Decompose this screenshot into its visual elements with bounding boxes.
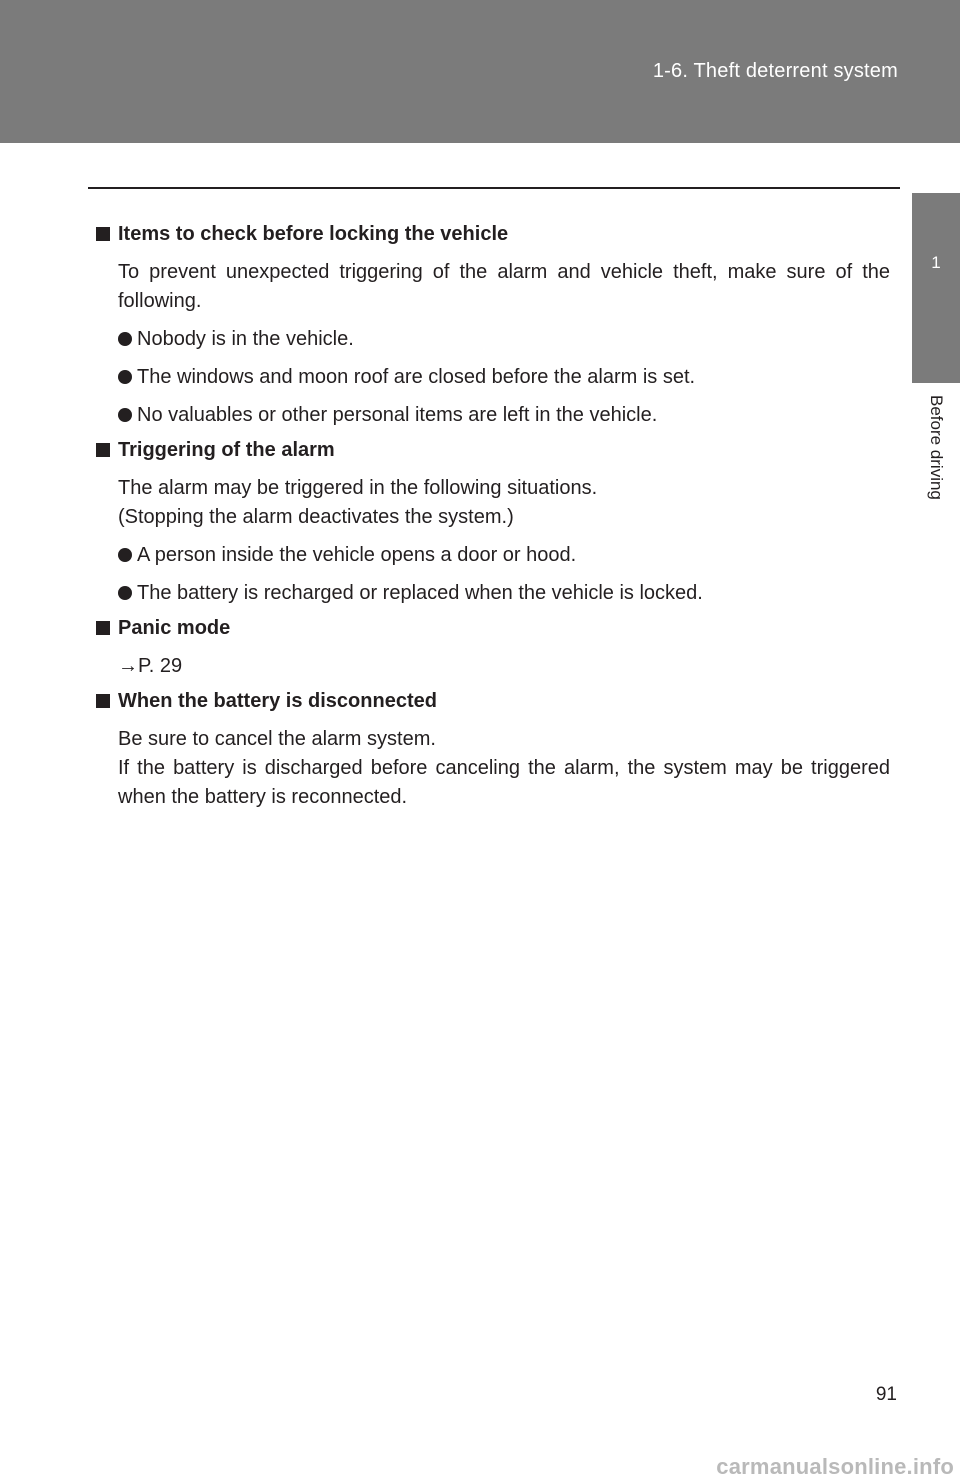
paragraph-line: If the battery is discharged before canceling the alarm, the system may be triggered when the battery is reconnected. (118, 757, 890, 808)
paragraph-line: Be sure to cancel the alarm system. (118, 728, 436, 750)
heading-text: Triggering of the alarm (118, 439, 335, 461)
page-number: 91 (875, 1384, 897, 1405)
page-content (96, 214, 890, 812)
watermark: carmanualsonline.info (716, 1454, 954, 1479)
circle-bullet-icon (118, 408, 132, 422)
paragraph (96, 474, 890, 532)
paragraph (96, 725, 890, 812)
section-heading (96, 220, 890, 249)
page-reference: →P. 29 (118, 655, 183, 677)
square-bullet-icon (96, 443, 110, 457)
list-item (96, 579, 890, 608)
list-item-text: Nobody is in the vehicle. (137, 328, 354, 350)
circle-bullet-icon (118, 548, 132, 562)
list-item (96, 363, 890, 392)
list-item (96, 401, 890, 430)
section-heading (96, 614, 890, 643)
heading-text: Items to check before locking the vehicle (118, 223, 509, 245)
chapter-tab-label: Before driving (927, 395, 946, 500)
list-item-text: A person inside the vehicle opens a door or hood. (137, 544, 577, 566)
chapter-tab-number: 1 (931, 253, 941, 272)
square-bullet-icon (96, 694, 110, 708)
list-item (96, 541, 890, 570)
circle-bullet-icon (118, 332, 132, 346)
paragraph-line: The alarm may be triggered in the following situations. (118, 477, 598, 499)
square-bullet-icon (96, 227, 110, 241)
header-divider (88, 187, 900, 189)
square-bullet-icon (96, 621, 110, 635)
section-heading (96, 436, 890, 465)
list-item-text: No valuables or other personal items are left in the vehicle. (137, 404, 658, 426)
circle-bullet-icon (118, 370, 132, 384)
list-item-text: The battery is recharged or replaced when the vehicle is locked. (137, 582, 703, 604)
chapter-tab (912, 193, 960, 383)
list-item-text: The windows and moon roof are closed before the alarm is set. (137, 366, 696, 388)
paragraph-line: (Stopping the alarm deactivates the system.) (118, 506, 514, 528)
list-item (96, 325, 890, 354)
heading-text: When the battery is disconnected (118, 690, 437, 712)
paragraph: To prevent unexpected triggering of the alarm and vehicle theft, make sure of the following. (118, 261, 890, 312)
heading-text: Panic mode (118, 617, 231, 639)
section-heading (96, 687, 890, 716)
section-title: 1-6. Theft deterrent system (652, 60, 898, 82)
circle-bullet-icon (118, 586, 132, 600)
